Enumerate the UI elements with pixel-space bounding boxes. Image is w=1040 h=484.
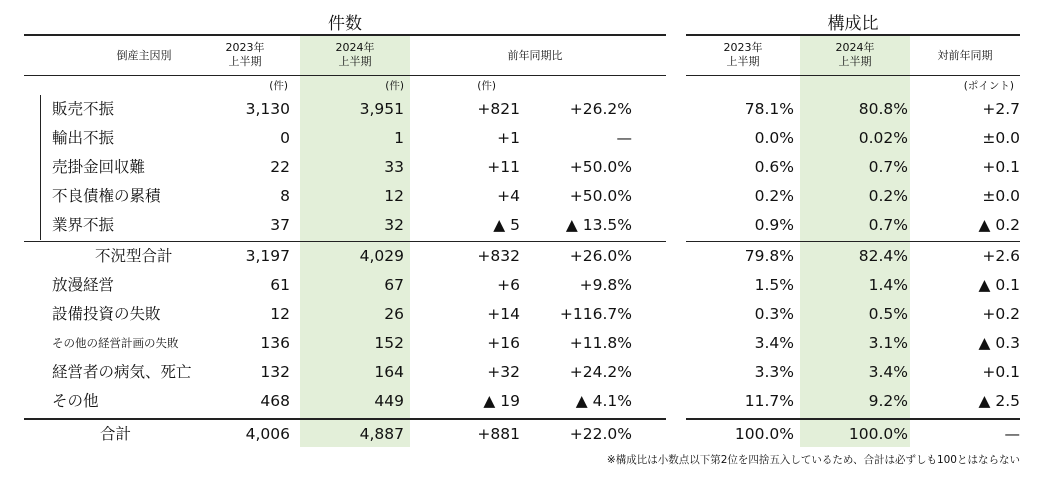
count-2023: 3,130 (245, 100, 290, 118)
cause-label: 販売不振 (52, 100, 115, 118)
header-rule-composition (686, 75, 1020, 76)
header-share-2023-period: 上半期 (726, 55, 760, 68)
count-2023: 468 (260, 392, 290, 410)
yoy-diff: ▲ 5 (493, 216, 520, 234)
count-2024: 3,951 (359, 100, 404, 118)
header-point-change: 対前年同期 (937, 49, 993, 62)
header-2023 (190, 41, 300, 69)
header-2024-year: 2024年 (335, 41, 375, 54)
count-2024: 164 (374, 363, 404, 381)
yoy-diff: +881 (477, 425, 520, 443)
top-rule-composition (686, 34, 1020, 36)
point-change: ▲ 0.1 (978, 276, 1020, 294)
yoy-pct: +22.0% (569, 425, 632, 443)
share-2023: 3.4% (754, 334, 794, 352)
unit-2023: (件) (269, 80, 288, 92)
share-2024: 0.2% (868, 187, 908, 205)
header-2023-period: 上半期 (228, 55, 262, 68)
cause-label: 放漫経営 (52, 276, 115, 294)
count-2024: 449 (374, 392, 404, 410)
point-change: +0.1 (982, 363, 1020, 381)
yoy-pct: +24.2% (569, 363, 632, 381)
yoy-pct: +26.0% (569, 247, 632, 265)
header-rule-counts (24, 75, 666, 76)
share-2023: 78.1% (744, 100, 794, 118)
share-2024: 1.4% (868, 276, 908, 294)
count-2023: 0 (280, 129, 290, 147)
share-2024: 82.4% (858, 247, 908, 265)
count-2024: 12 (384, 187, 404, 205)
point-change: +0.1 (982, 158, 1020, 176)
count-2024: 152 (374, 334, 404, 352)
point-change: +2.7 (982, 100, 1020, 118)
header-2024-period: 上半期 (338, 55, 372, 68)
count-2024: 26 (384, 305, 404, 323)
yoy-diff: +832 (477, 247, 520, 265)
count-2023: 8 (280, 187, 290, 205)
table-row (0, 124, 1040, 153)
point-change: ▲ 2.5 (978, 392, 1020, 410)
section-title-counts: 件数 (328, 14, 362, 34)
table-row-grand-total (0, 420, 1040, 449)
share-2024: 3.4% (868, 363, 908, 381)
section-title-composition: 構成比 (827, 14, 879, 34)
table-row (0, 211, 1040, 240)
point-change: — (1004, 425, 1020, 443)
cause-label: 不況型合計 (95, 247, 173, 265)
table-row (0, 358, 1040, 387)
share-2023: 3.3% (754, 363, 794, 381)
footnote: ※構成比は小数点以下第2位を四捨五入しているため、合計は必ずしも100とはならない (606, 454, 1020, 466)
count-2024: 33 (384, 158, 404, 176)
yoy-diff: +6 (497, 276, 520, 294)
unit-2024: (件) (385, 80, 404, 92)
unit-yoy: (件) (477, 80, 496, 92)
share-2023: 79.8% (744, 247, 794, 265)
header-2023-year: 2023年 (225, 41, 265, 54)
cause-label: 経営者の病気、死亡 (52, 363, 192, 381)
yoy-pct: +50.0% (569, 158, 632, 176)
yoy-pct: +11.8% (569, 334, 632, 352)
count-2024: 4,029 (359, 247, 404, 265)
share-2023: 11.7% (744, 392, 794, 410)
count-2023: 12 (270, 305, 290, 323)
cause-label: その他 (52, 392, 99, 410)
point-change: ▲ 0.3 (978, 334, 1020, 352)
table-row (0, 329, 1040, 358)
point-change: ±0.0 (982, 129, 1020, 147)
top-rule-counts (24, 34, 666, 36)
count-2024: 67 (384, 276, 404, 294)
share-2024: 0.7% (868, 158, 908, 176)
cause-label: 業界不振 (52, 216, 115, 234)
yoy-pct: +116.7% (559, 305, 632, 323)
header-cause: 倒産主因別 (116, 49, 172, 62)
yoy-diff: +11 (487, 158, 520, 176)
unit-point: (ポイント) (963, 80, 1014, 92)
count-2023: 37 (270, 216, 290, 234)
count-2023: 4,006 (245, 425, 290, 443)
table-row (0, 182, 1040, 211)
table-row (0, 95, 1040, 124)
yoy-diff: +4 (497, 187, 520, 205)
share-2024: 3.1% (868, 334, 908, 352)
point-change: +0.2 (982, 305, 1020, 323)
count-2023: 3,197 (245, 247, 290, 265)
header-share-2023-year: 2023年 (723, 41, 763, 54)
cause-label: 設備投資の失敗 (52, 305, 161, 323)
count-2024: 4,887 (359, 425, 404, 443)
share-2023: 0.3% (754, 305, 794, 323)
yoy-diff: +821 (477, 100, 520, 118)
share-2023: 1.5% (754, 276, 794, 294)
yoy-diff: +1 (497, 129, 520, 147)
share-2023: 0.2% (754, 187, 794, 205)
share-2023: 0.0% (754, 129, 794, 147)
share-2023: 0.6% (754, 158, 794, 176)
yoy-pct: ▲ 13.5% (565, 216, 632, 234)
share-2024: 9.2% (868, 392, 908, 410)
point-change: +2.6 (982, 247, 1020, 265)
table-row (0, 300, 1040, 329)
count-2024: 1 (394, 129, 404, 147)
count-2023: 136 (260, 334, 290, 352)
cause-label: その他の経営計画の失敗 (52, 336, 179, 350)
share-2024: 0.5% (868, 305, 908, 323)
point-change: ▲ 0.2 (978, 216, 1020, 234)
header-share-2024 (800, 41, 910, 69)
table-row (0, 153, 1040, 182)
yoy-diff: ▲ 19 (483, 392, 520, 410)
yoy-pct: — (616, 129, 632, 147)
count-2023: 22 (270, 158, 290, 176)
table-row (0, 271, 1040, 300)
share-2023: 0.9% (754, 216, 794, 234)
table-row (0, 387, 1040, 416)
cause-label: 売掛金回収難 (52, 158, 146, 176)
yoy-pct: +50.0% (569, 187, 632, 205)
header-2024 (300, 41, 410, 69)
share-2023: 100.0% (734, 425, 794, 443)
header-share-2024-year: 2024年 (835, 41, 875, 54)
yoy-diff: +14 (487, 305, 520, 323)
share-2024: 100.0% (848, 425, 908, 443)
count-2023: 132 (260, 363, 290, 381)
header-share-2023 (686, 41, 800, 69)
header-share-2024-period: 上半期 (838, 55, 872, 68)
yoy-pct: +26.2% (569, 100, 632, 118)
share-2024: 0.02% (858, 129, 908, 147)
yoy-pct: +9.8% (579, 276, 632, 294)
share-2024: 80.8% (858, 100, 908, 118)
count-2024: 32 (384, 216, 404, 234)
yoy-diff: +32 (487, 363, 520, 381)
yoy-diff: +16 (487, 334, 520, 352)
header-yoy: 前年同期比 (507, 49, 563, 62)
count-2023: 61 (270, 276, 290, 294)
cause-label: 合計 (100, 425, 132, 443)
yoy-pct: ▲ 4.1% (575, 392, 632, 410)
share-2024: 0.7% (868, 216, 908, 234)
cause-label: 不良債権の累積 (52, 187, 161, 205)
point-change: ±0.0 (982, 187, 1020, 205)
cause-label: 輸出不振 (52, 129, 115, 147)
table-row-recession-subtotal (0, 242, 1040, 271)
